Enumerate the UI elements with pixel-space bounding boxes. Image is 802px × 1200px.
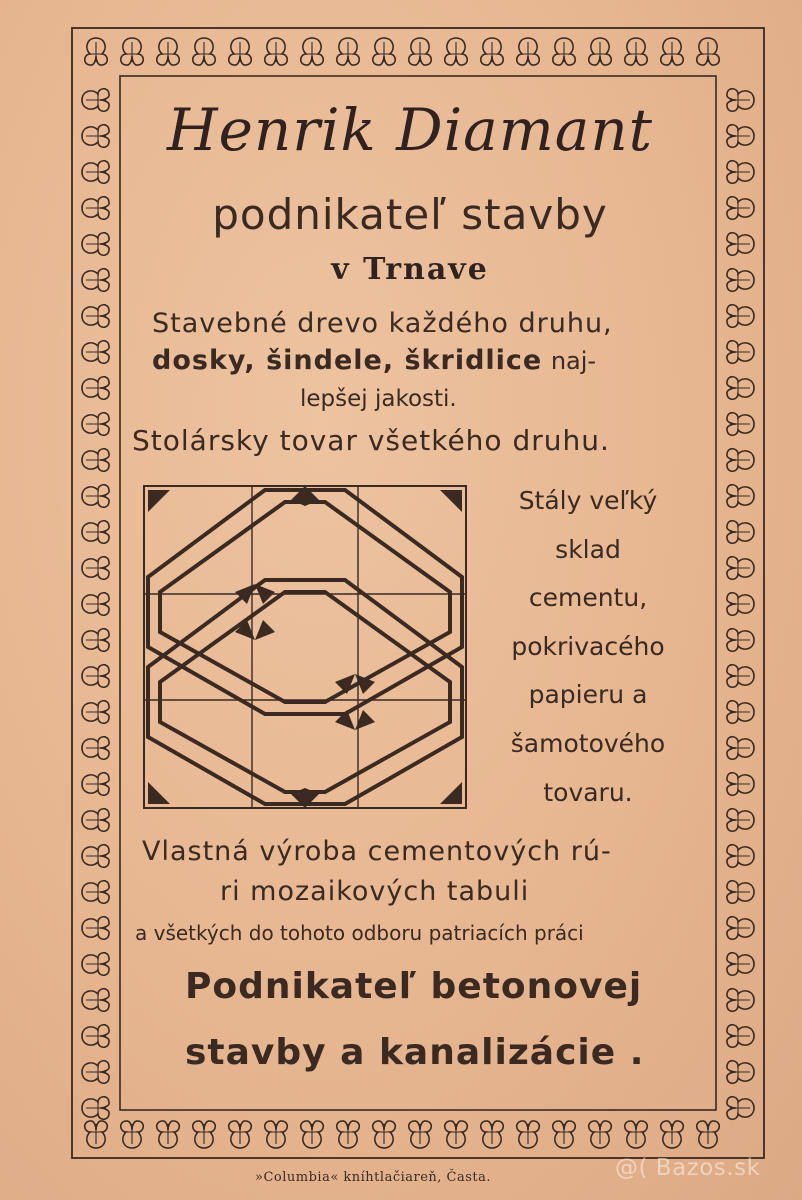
quality-line: lepšej jakosti. (300, 386, 457, 412)
stock-line: Stály veľký (518, 486, 658, 515)
products-bold: dosky, šindele, škridlice (152, 345, 543, 376)
stock-line: papieru a (528, 680, 648, 710)
stock-list (478, 477, 698, 817)
printer-credit: »Columbia« kníhtlačiareň, Časta. (255, 1170, 492, 1185)
city-line: v Trnave (331, 252, 489, 287)
products-line (152, 345, 596, 376)
profession-line: podnikateľ stavby (212, 190, 608, 239)
production-line: Vlastná výroba cementových rú- (142, 836, 612, 867)
stock-line: pokrivacého (511, 631, 665, 661)
company-name: Henrik Diamant (167, 96, 653, 164)
stock-line: cementu, (528, 583, 648, 613)
wood-line: Stavebné drevo každého druhu, (152, 308, 613, 339)
products-tail: naj- (550, 347, 597, 375)
stock-line: šamotového (510, 728, 666, 758)
stock-line: tovaru. (543, 777, 633, 807)
concrete-line: Podnikateľ betonovej (185, 966, 643, 1007)
mosaic-line: ri mozaikových tabuli (220, 876, 530, 907)
stock-line: sklad (555, 534, 621, 564)
joinery-line: Stolársky tovar všetkého druhu. (132, 424, 610, 457)
mosaic-tile-icon (140, 482, 470, 812)
works-line: a všetkých do tohoto odboru patriacích práci (135, 921, 584, 945)
watermark: @( Bazos.sk (615, 1155, 761, 1181)
sewerage-line: stavby a kanalizácie . (185, 1032, 645, 1073)
